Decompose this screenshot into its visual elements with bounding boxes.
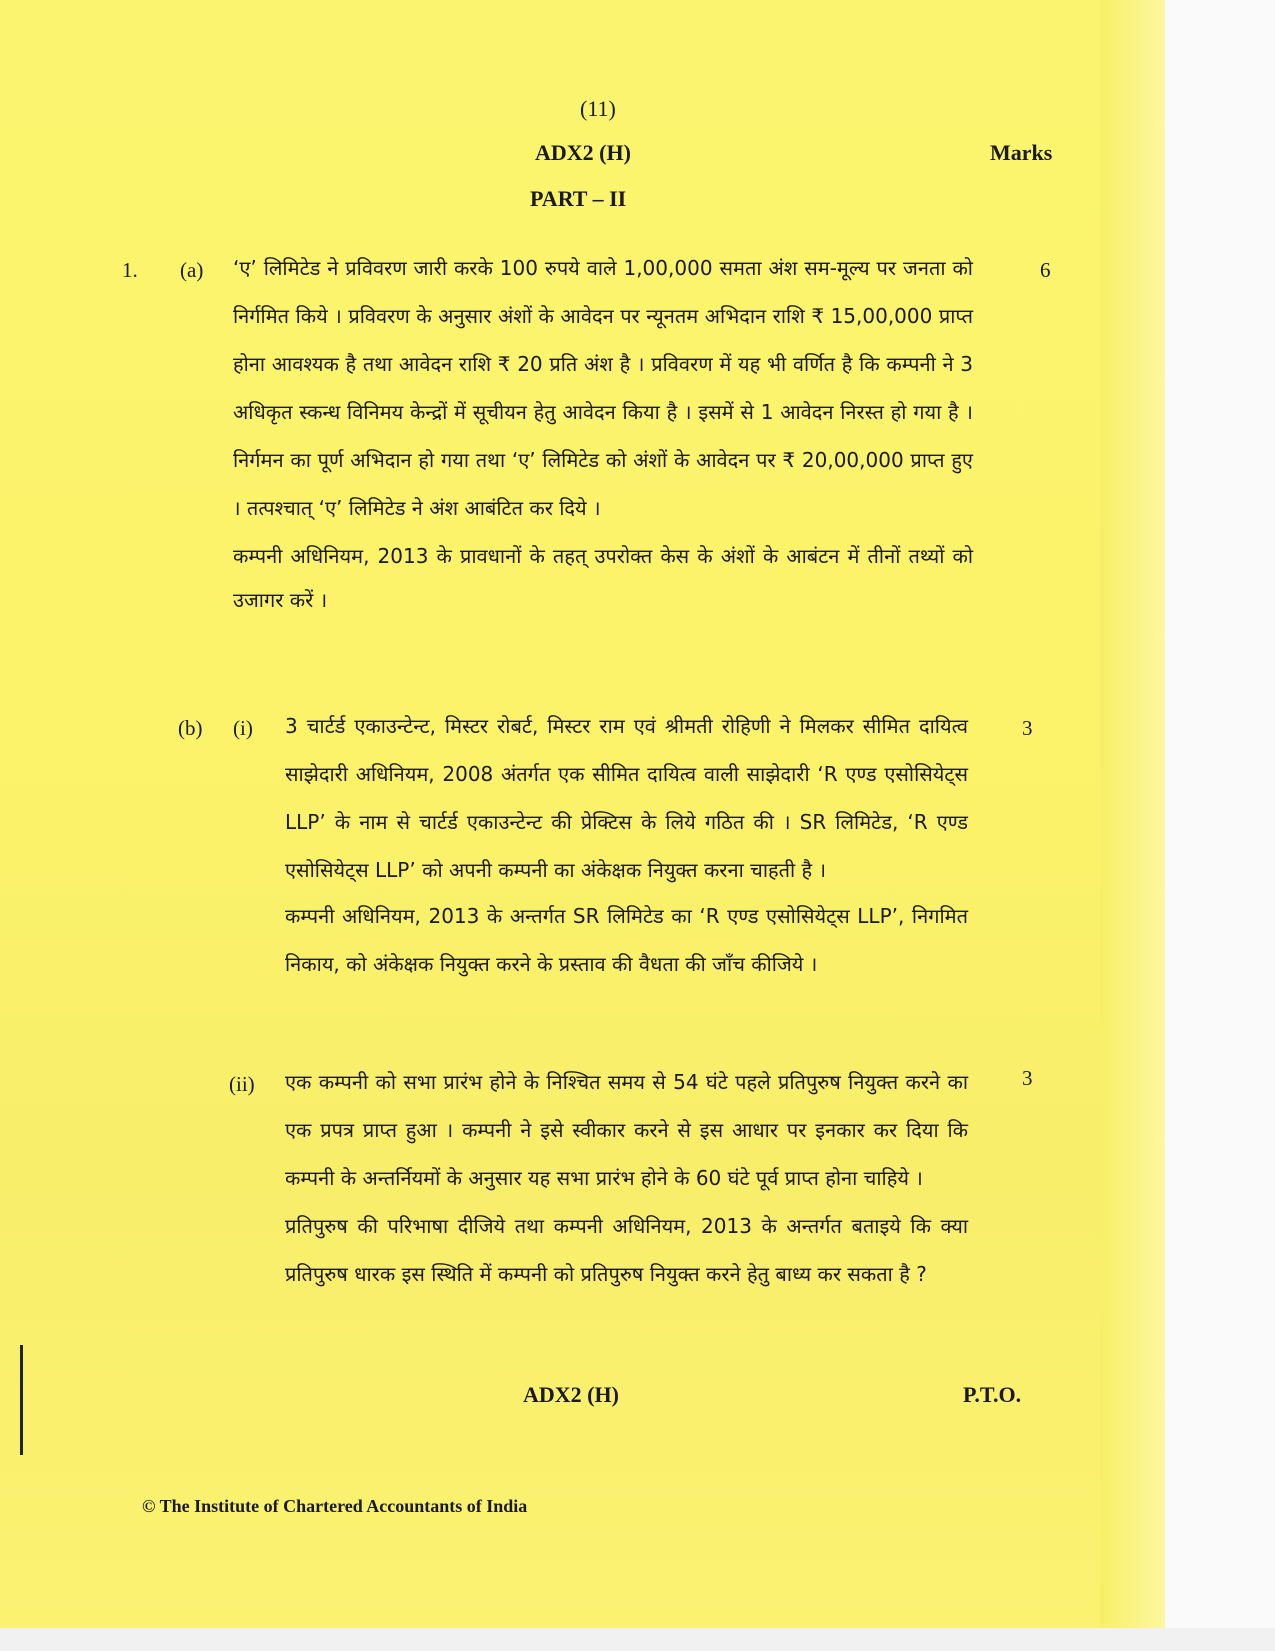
question-1b-ii-paragraph-1: एक कम्पनी को सभा प्रारंभ होने के निश्चित समय से 54 घंटे पहले प्रतिपुरुष नियुक्त करने का एक प्रपत्र प्राप्त हुआ । कम्पनी ने इसे स्वीकार करने से इस आधार पर इनकार कर दिया कि कम्पनी के अन्तर्नियमों के अनुसार यह सभा प्रारंभ होने के 60 घंटे पूर्व प्राप्त होना चाहिये ।	[285, 1070, 968, 1190]
part-label-b-ii: (ii)	[229, 1072, 255, 1096]
marks-b-i: 3	[1022, 716, 1033, 740]
question-1b-i-paragraph-1: 3 चार्टर्ड एकाउन्टेन्ट, मिस्टर रोबर्ट, मिस्टर राम एवं श्रीमती रोहिणी ने मिलकर सीमित दायित्व साझेदारी अधिनियम, 2008 अंतर्गत एक सीमित दायित्व वाली साझेदारी ‘R एण्ड एसोसियेट्स LLP’ के नाम से चार्टर्ड एकाउन्टेन्ट की प्रेक्टिस के लिये गठित की । SR लिमिटेड, ‘R एण्ड एसोसियेट्स LLP’ को अपनी कम्पनी का अंकेक्षक नियुक्त करना चाहती है ।	[285, 714, 968, 882]
marks-b-ii: 3	[1022, 1066, 1033, 1090]
question-1b-ii-paragraph-2: प्रतिपुरुष की परिभाषा दीजिये तथा कम्पनी अधिनियम, 2013 के अन्तर्गत बताइये कि क्या प्रतिपुरुष धारक इस स्थिति में कम्पनी को प्रतिपुरुष नियुक्त करने हेतु बाध्य कर सकता है ?	[285, 1214, 968, 1286]
marks-a: 6	[1040, 258, 1051, 282]
copyright-notice: © The Institute of Chartered Accountants of India	[142, 1496, 528, 1516]
margin-mark	[20, 1345, 23, 1455]
question-1b-i-paragraph-2: कम्पनी अधिनियम, 2013 के अन्तर्गत SR लिमिटेड का ‘R एण्ड एसोसियेट्स LLP’, निगमित निकाय, को अंकेक्षक नियुक्त करने के प्रस्ताव की वैधता की जाँच कीजिये ।	[285, 904, 968, 976]
sub-question-label-b: (b)	[178, 716, 203, 740]
marks-column-heading: Marks	[990, 140, 1053, 165]
question-1a-text	[233, 244, 973, 622]
page-edge	[1100, 0, 1165, 1651]
paper-code-header: ADX2 (H)	[535, 140, 631, 165]
question-1b-i-text	[285, 702, 968, 988]
please-turn-over: P.T.O.	[963, 1382, 1022, 1407]
question-1b-ii-text	[285, 1058, 968, 1298]
question-1a-paragraph-1: ‘ए’ लिमिटेड ने प्रविवरण जारी करके 100 रुपये वाले 1,00,000 समता अंश सम-मूल्य पर जनता को निर्गमित किये । प्रविवरण के अनुसार अंशों के आवेदन पर न्यूनतम अभिदान राशि ₹ 15,00,000 प्राप्त होना आवश्यक है तथा आवेदन राशि ₹ 20 प्रति अंश है । प्रविवरण में यह भी वर्णित है कि कम्पनी ने 3 अधिकृत स्कन्ध विनिमय केन्द्रों में सूचीयन हेतु आवेदन किया है । इसमें से 1 आवेदन निरस्त हो गया है । निर्गमन का पूर्ण अभिदान हो गया तथा ‘ए’ लिमिटेड को अंशों के आवेदन पर ₹ 20,00,000 प्राप्त हुए । तत्पश्चात् ‘ए’ लिमिटेड ने अंश आबंटित कर दिये ।	[233, 256, 973, 520]
question-1a-paragraph-2: कम्पनी अधिनियम, 2013 के प्रावधानों के तहत् उपरोक्त केस के अंशों के आबंटन में तीनों तथ्यों को उजागर करें ।	[233, 544, 973, 612]
question-number: 1.	[122, 258, 138, 282]
sub-question-label-a: (a)	[180, 258, 204, 282]
scan-bottom-strip	[0, 1628, 1275, 1651]
part-label-b-i: (i)	[233, 716, 253, 740]
page-number: (11)	[580, 96, 616, 121]
paper-code-footer: ADX2 (H)	[523, 1382, 619, 1407]
part-title: PART – II	[530, 186, 627, 211]
